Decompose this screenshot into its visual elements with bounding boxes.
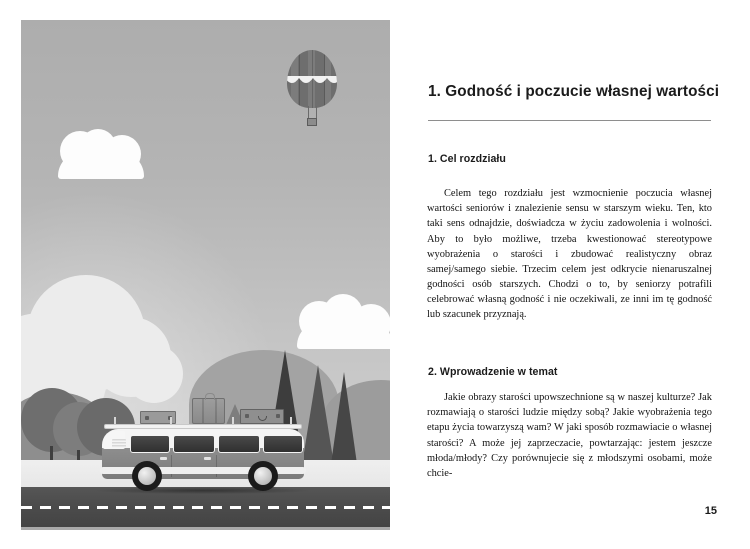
van-wheel	[132, 461, 162, 491]
hot-air-balloon-icon	[287, 50, 337, 128]
cloud-icon	[297, 301, 390, 349]
roof-suitcase-icon	[192, 398, 225, 424]
van-window	[218, 435, 260, 453]
balloon-envelope	[287, 50, 337, 108]
page-number: 15	[704, 505, 717, 517]
cloud-icon	[58, 133, 144, 179]
road-shoulder	[21, 527, 390, 530]
van-shadow	[96, 487, 310, 494]
section-paragraph-1: Celem tego rozdziału jest wzmocnienie poczucia własnej wartości seniorów i znalezienie sensu w starszym wieku. Ten, kto taki sens odnajdzie, doświadcza w życiu zadowolenia i wolności. Aby to było możliwe, trzeba kwestionować stereotypowe wyobrażenia o starości i zbudować realistyczny obraz samej/samego siebie. Trzecim celem jest odkrycie nienaruszalnej godności osób starszych. Chodzi o to, by seniorzy potrafili celebrować własną godność i nie oczekiwali, ze inni im tę godność lub szacunek przyznają.	[427, 188, 712, 320]
chapter-illustration	[21, 20, 390, 530]
balloon-basket	[307, 118, 317, 126]
pine-tree-icon	[331, 372, 357, 468]
camper-van-icon	[100, 399, 306, 495]
section-heading-2: 2. Wprowadzenie w temat	[428, 365, 558, 378]
title-divider	[428, 120, 711, 121]
van-window	[173, 435, 215, 453]
van-window	[263, 435, 303, 453]
road-center-dashes	[21, 506, 390, 509]
section-heading-1: 1. Cel rozdziału	[428, 152, 506, 165]
pine-tree-icon	[302, 365, 334, 470]
balloon-wave-band	[287, 76, 337, 88]
van-air-vent	[112, 439, 126, 448]
van-window	[130, 435, 170, 453]
section-paragraph-2: Jakie obrazy starości upowszechnione są w naszej kulturze? Jak rozmawiają o starości ludzie między sobą? Jakie wyobrażenia tego etapu życia towarzyszą wam? W jaki sposób rozmawiacie o własnej starości? A może jej zaprzeczacie, powtarzając: jestem jeszcze młoda/młody? Czy porównujecie się z młodszymi osobami, może chcie-	[427, 392, 712, 479]
text-page	[418, 0, 750, 549]
page-title: 1. Godność i poczucie własnej wartości	[428, 83, 720, 101]
roof-box-icon	[240, 409, 284, 424]
van-wheel	[248, 461, 278, 491]
